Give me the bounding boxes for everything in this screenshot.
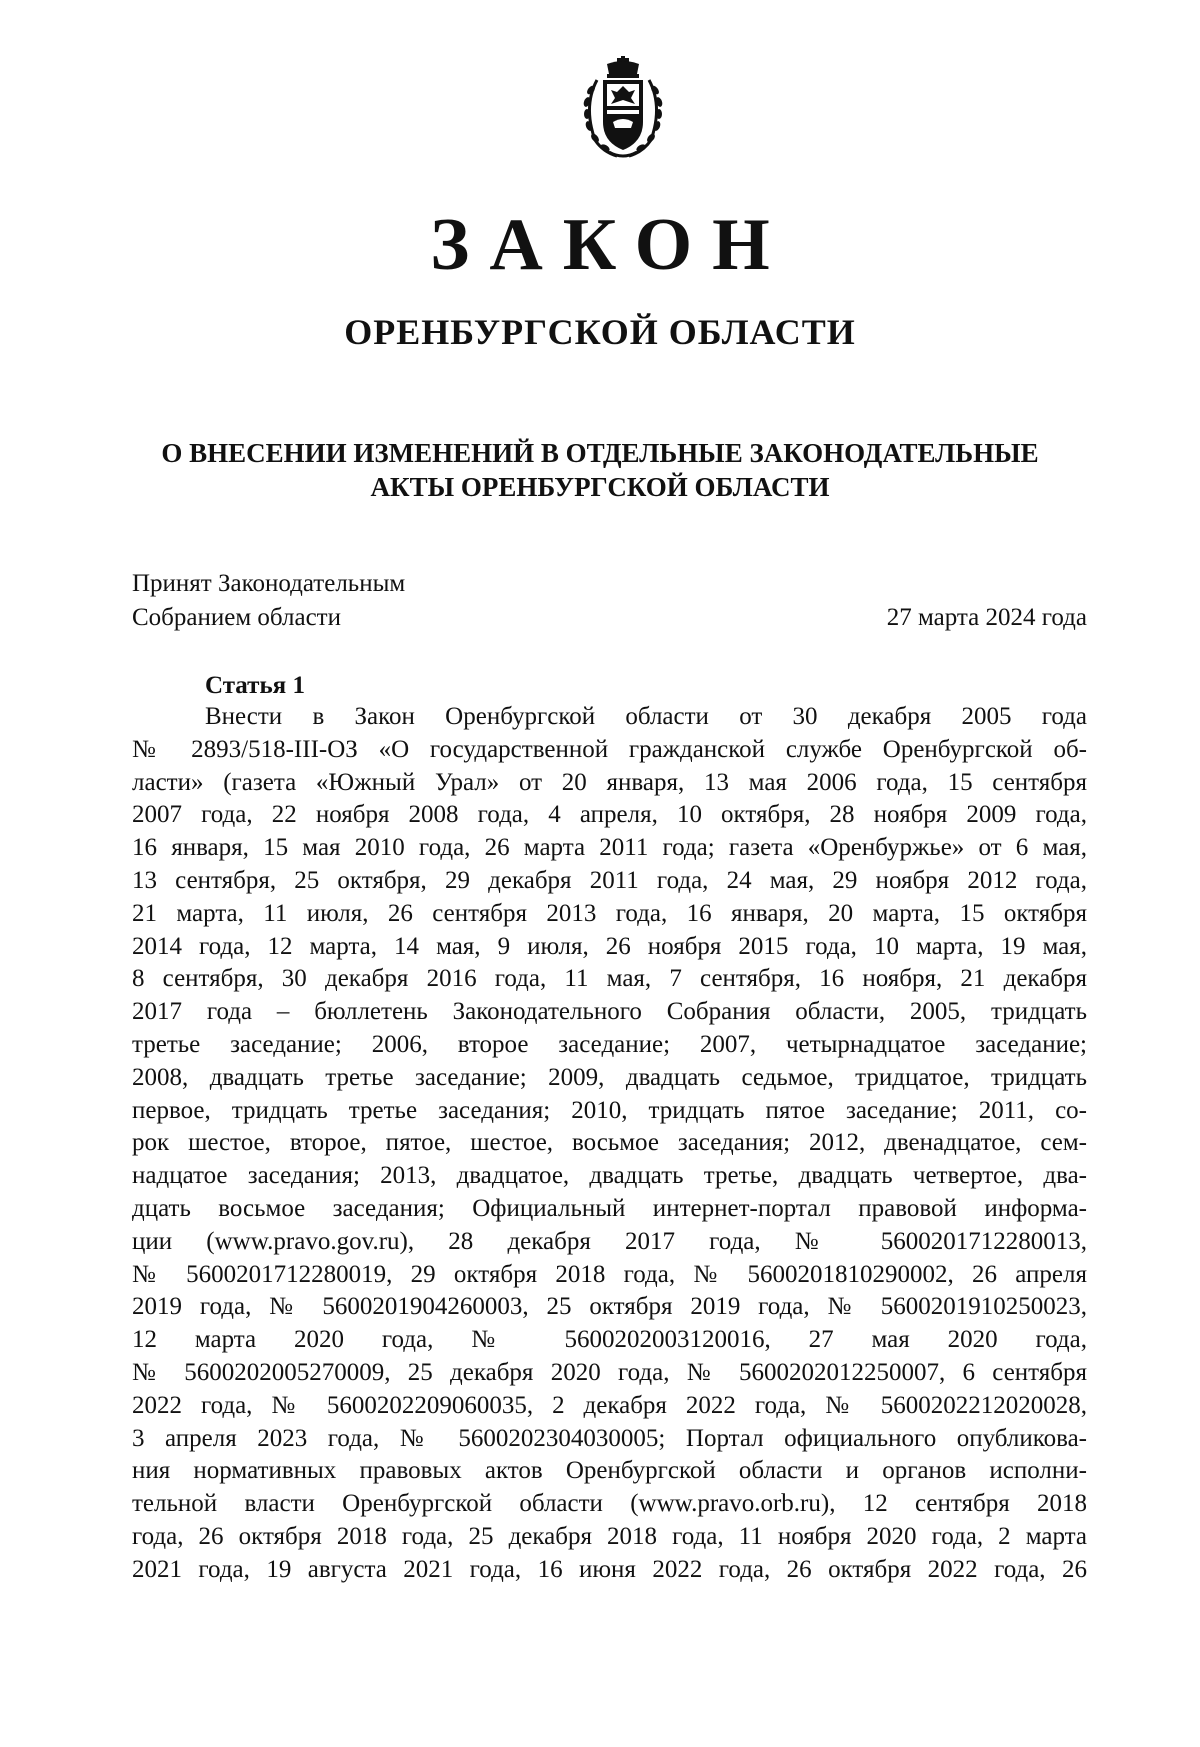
- article-text-line: Внести в Закон Оренбургской области от 30 декабря 2005 года: [205, 703, 1087, 730]
- article-text-line: ния нормативных правовых актов Оренбургской области и органов исполни-: [132, 1457, 1087, 1485]
- article-text-line: 2017 года – бюллетень Законодательного Собрания области, 2005, тридцать: [132, 998, 1087, 1026]
- article-text-line: 2008, двадцать третье заседание; 2009, двадцать седьмое, тридцатое, тридцать: [132, 1063, 1087, 1091]
- article-text-line: первое, тридцать третье заседания; 2010, тридцать пятое заседание; 2011, со-: [132, 1096, 1087, 1124]
- article-text-line: рок шестое, второе, пятое, шестое, восьмое заседания; 2012, двенадцатое, сем-: [132, 1129, 1087, 1157]
- article-text-line: 8 сентября, 30 декабря 2016 года, 11 мая, 7 сентября, 16 ноября, 21 декабря: [132, 965, 1087, 993]
- article-body: [132, 701, 1087, 1587]
- article-text-line: года, 26 октября 2018 года, 25 декабря 2018 года, 11 ноября 2020 года, 2 марта: [132, 1522, 1087, 1550]
- law-heading: ЗАКОН: [430, 204, 790, 286]
- article-text-line: 12 марта 2020 года, № 5600202003120016, 27 мая 2020 года,: [132, 1326, 1087, 1354]
- article-text-line: № 5600201712280019, 29 октября 2018 года, № 5600201810290002, 26 апреля: [132, 1260, 1087, 1288]
- article-text-line: 3 апреля 2023 года, № 5600202304030005; Портал официального опубликова-: [132, 1424, 1087, 1452]
- article-text-line: 2007 года, 22 ноября 2008 года, 4 апреля, 10 октября, 28 ноября 2009 года,: [132, 801, 1087, 829]
- article-text-line: 21 марта, 11 июля, 26 сентября 2013 года, 16 января, 20 марта, 15 октября: [132, 899, 1087, 927]
- law-title-line: О ВНЕСЕНИИ ИЗМЕНЕНИЙ В ОТДЕЛЬНЫЕ ЗАКОНОДАТЕЛЬНЫЕ: [161, 438, 1039, 468]
- adoption-line: Собранием области: [132, 604, 341, 631]
- article-text-line: ции (www.pravo.gov.ru), 28 декабря 2017 года, № 5600201712280013,: [132, 1227, 1087, 1255]
- article-heading: Статья 1: [205, 672, 305, 699]
- coat-of-arms-icon: [573, 56, 673, 160]
- article-text-line: дцать восьмое заседания; Официальный интернет-портал правовой информа-: [132, 1194, 1087, 1222]
- adoption-block: [132, 567, 1087, 635]
- adoption-line: Принят Законодательным: [132, 570, 406, 597]
- adoption-date: 27 марта 2024 года: [886, 604, 1087, 631]
- article-text-line: третье заседание; 2006, второе заседание; 2007, четырнадцатое заседание;: [132, 1030, 1087, 1058]
- article-text-line: 16 января, 15 мая 2010 года, 26 марта 2011 года; газета «Оренбуржье» от 6 мая,: [132, 834, 1087, 862]
- article-text-line: тельной власти Оренбургской области (www.pravo.orb.ru), 12 сентября 2018: [132, 1490, 1087, 1518]
- article-text-line: надцатое заседания; 2013, двадцатое, двадцать третье, двадцать четвертое, два-: [132, 1162, 1087, 1190]
- article-text-line: № 2893/518-III-ОЗ «О государственной гражданской службе Оренбургской об-: [132, 735, 1087, 763]
- article-text-line: № 5600202005270009, 25 декабря 2020 года, № 5600202012250007, 6 сентября: [132, 1358, 1087, 1386]
- region-heading: ОРЕНБУРГСКОЙ ОБЛАСТИ: [344, 312, 856, 352]
- law-title-line: АКТЫ ОРЕНБУРГСКОЙ ОБЛАСТИ: [370, 472, 830, 502]
- article-text-line: 2021 года, 19 августа 2021 года, 16 июня 2022 года, 26 октября 2022 года, 26: [132, 1555, 1087, 1583]
- article-text-line: 2022 года, № 5600202209060035, 2 декабря 2022 года, № 5600202212020028,: [132, 1391, 1087, 1419]
- article-text-line: 13 сентября, 25 октября, 29 декабря 2011 года, 24 мая, 29 ноября 2012 года,: [132, 866, 1087, 894]
- law-title: [100, 436, 1100, 504]
- article-text-line: 2014 года, 12 марта, 14 мая, 9 июля, 26 ноября 2015 года, 10 марта, 19 мая,: [132, 932, 1087, 960]
- article-text-line: 2019 года, № 5600201904260003, 25 октября 2019 года, № 5600201910250023,: [132, 1293, 1087, 1321]
- article-text-line: ласти» (газета «Южный Урал» от 20 января, 13 мая 2006 года, 15 сентября: [132, 768, 1087, 796]
